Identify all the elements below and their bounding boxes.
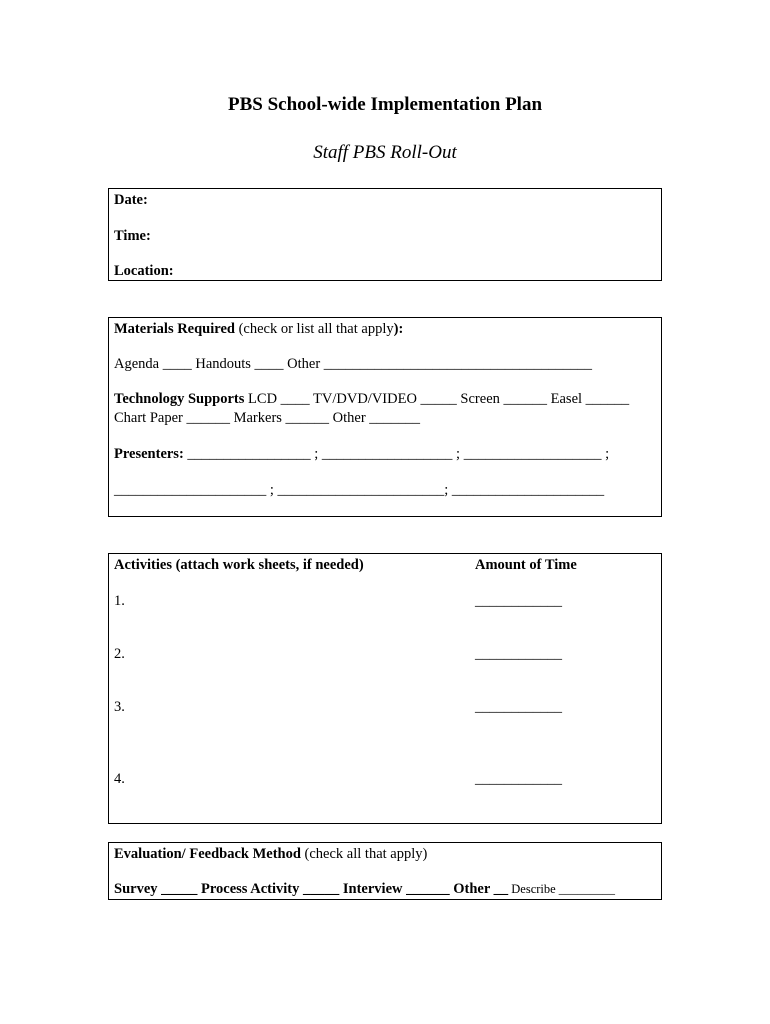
activity-number: 1.: [114, 593, 125, 609]
activities-box: [108, 553, 662, 824]
activity-time-blank: ____________: [475, 646, 562, 662]
technology-supports-line-2: Chart Paper ______ Markers ______ Other _______: [114, 410, 421, 426]
materials-heading-note: (check or list all that apply: [234, 321, 394, 337]
presenters-blanks-1: _________________ ; __________________ ; ___________________ ;: [183, 446, 610, 462]
event-details-box: [108, 188, 662, 281]
evaluation-heading-line: [114, 846, 427, 863]
materials-heading-end: ):: [393, 321, 404, 337]
activity-number: 2.: [114, 646, 125, 662]
activity-number: 4.: [114, 771, 125, 787]
activity-time-blank: ____________: [475, 771, 562, 787]
presenters-blanks-2: _____________________ ; _______________________; _____________________: [114, 482, 605, 498]
technology-supports-line: [114, 391, 629, 408]
materials-heading-line: [114, 321, 403, 338]
activity-time-blank: ____________: [475, 593, 562, 609]
activity-number: 3.: [114, 699, 125, 715]
amount-of-time-header: Amount of Time: [475, 557, 577, 573]
presenters-label: Presenters:: [114, 446, 184, 462]
page-title: PBS School-wide Implementation Plan: [227, 94, 543, 115]
activity-time-blank: ____________: [475, 699, 562, 715]
page-subtitle: Staff PBS Roll-Out: [313, 142, 457, 163]
evaluation-heading: Evaluation/ Feedback Method: [114, 846, 301, 862]
technology-supports-label: Technology Supports: [114, 391, 245, 407]
location-label: Location:: [114, 263, 174, 279]
evaluation-options-line: [114, 881, 615, 898]
materials-line-agenda: Agenda ____ Handouts ____ Other _____________________________________: [114, 356, 593, 372]
time-label: Time:: [114, 228, 151, 244]
technology-supports-items: LCD ____ TV/DVD/VIDEO _____ Screen ______ Easel ______: [244, 391, 630, 407]
date-label: Date:: [114, 192, 148, 208]
evaluation-heading-note: (check all that apply): [300, 846, 428, 862]
activities-header: Activities (attach work sheets, if needed): [114, 557, 364, 573]
materials-heading: Materials Required: [114, 321, 235, 337]
evaluation-box: [108, 842, 662, 900]
evaluation-options: Survey _____ Process Activity _____ Interview ______ Other __: [114, 881, 509, 897]
presenters-line: [114, 446, 609, 463]
materials-box: [108, 317, 662, 517]
evaluation-describe: Describe _________: [508, 882, 616, 896]
